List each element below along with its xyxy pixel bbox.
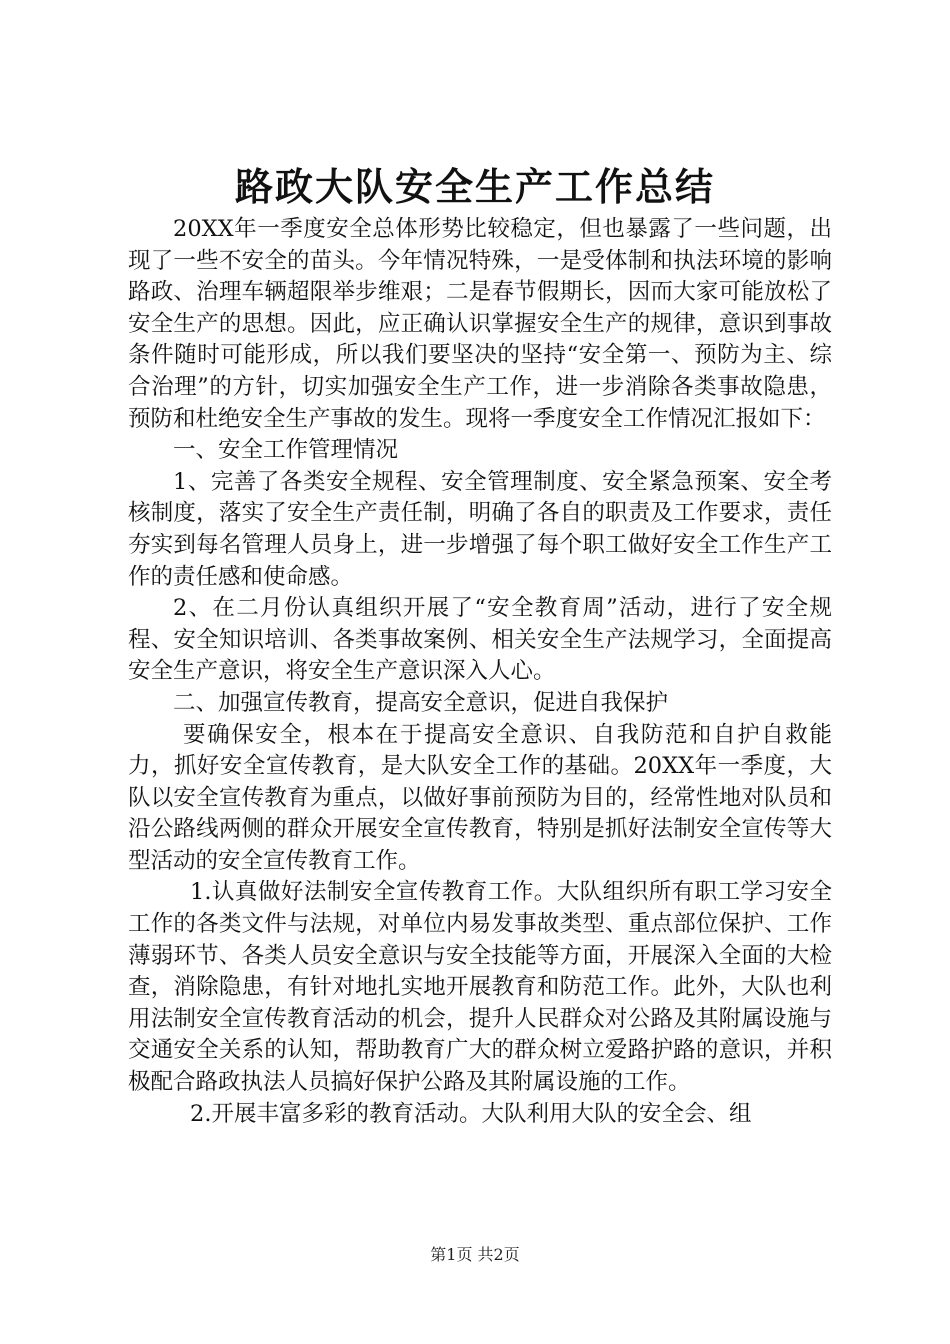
paragraph-sub-item-2: 2.开展丰富多彩的教育活动。大队利用大队的安全会、组 bbox=[190, 1100, 752, 1127]
heading-section-1: 一、安全工作管理情况 bbox=[173, 437, 399, 464]
paragraph-intro: 20XX年一季度安全总体形势比较稳定，但也暴露了一些问题，出现了一些不安全的苗头。今年情况特殊，一是受体制和执法环境的影响路政、治理车辆超限举步维艰；二是春节假期长，因而大家可能放松了安全生产的思想。因此，应正确认识掌握安全生产的规律，意识到事故条件随时可能形成，所以我们要坚决的坚持“安全第一、预防为主、综合治理”的方针，切实加强安全生产工作，进一步消除各类事故隐患，预防和杜绝安全生产事故的发生。现将一季度安全工作情况汇报如下： bbox=[128, 216, 832, 432]
paragraph-item-2: 2、在二月份认真组织开展了“安全教育周”活动，进行了安全规程、安全知识培训、各类事故案例、相关安全生产法规学习，全面提高安全生产意识，将安全生产意识深入人心。 bbox=[128, 595, 832, 685]
paragraph-sub-item-1: 1.认真做好法制安全宣传教育工作。大队组织所有职工学习安全工作的各类文件与法规，对单位内易发事故类型、重点部位保护、工作薄弱环节、各类人员安全意识与安全技能等方面，开展深入全面的大检查，消除隐患，有针对地扎实地开展教育和防范工作。此外，大队也利用法制安全宣传教育活动的机会，提升人民群众对公路及其附属设施与交通安全关系的认知，帮助教育广大的群众树立爱路护路的意识，并积极配合路政执法人员搞好保护公路及其附属设施的工作。 bbox=[128, 879, 832, 1096]
heading-section-2: 二、加强宣传教育，提高安全意识，促进自我保护 bbox=[173, 689, 669, 716]
document-body bbox=[128, 214, 832, 1130]
paragraph-item-1: 1、完善了各类安全规程、安全管理制度、安全紧急预案、安全考核制度，落实了安全生产责任制，明确了各自的职责及工作要求，责任夯实到每名管理人员身上，进一步增强了每个职工做好安全工作生产工作的责任感和使命感。 bbox=[128, 468, 832, 590]
page-footer: 第1页 共2页 bbox=[430, 1245, 520, 1264]
paragraph-section-2-intro: 要确保安全，根本在于提高安全意识、自我防范和自护自救能力，抓好安全宣传教育，是大队安全工作的基础。20XX年一季度，大队以安全宣传教育为重点，以做好事前预防为目的，经常性地对队员和沿公路线两侧的群众开展安全宣传教育，特别是抓好法制安全宣传等大型活动的安全宣传教育工作。 bbox=[128, 721, 832, 874]
document-title: 路政大队安全生产工作总结 bbox=[234, 164, 715, 209]
